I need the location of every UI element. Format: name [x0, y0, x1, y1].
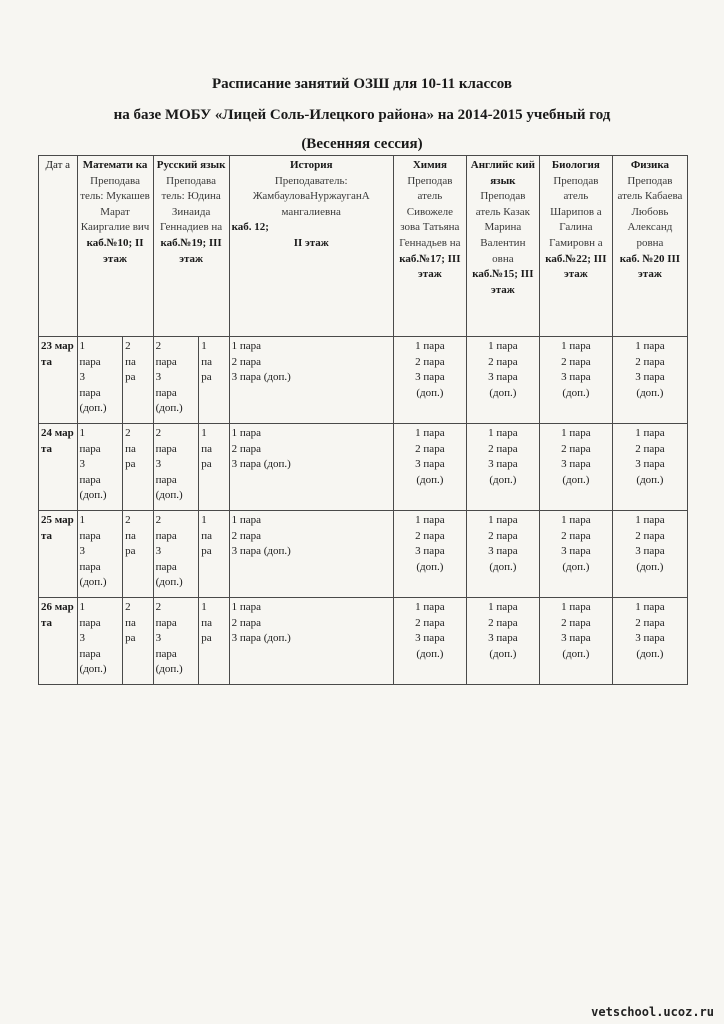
math-cell-b [123, 511, 153, 598]
cell-text: 1 пара 2 пара 3 пара (доп.) [231, 601, 291, 645]
chemistry-cell [393, 598, 466, 685]
russian-cell-a [153, 424, 199, 511]
math-cell-a [77, 424, 123, 511]
biology-cell [539, 598, 612, 685]
cell-text: 1 пара 2 пара 3 пара (доп.) [415, 340, 445, 399]
english-cell [466, 598, 539, 685]
header-english [466, 156, 539, 337]
date-cell: 25 мар та [39, 511, 78, 598]
cell-text: 1 пара 3 пара (доп.) [79, 427, 107, 502]
cell-text: 1 пара 2 пара 3 пара (доп.) [231, 514, 291, 558]
cell-text: 2 па ра [125, 514, 136, 558]
cell-text: 2 па ра [125, 427, 136, 471]
subject-name: Физика [630, 159, 670, 171]
history-cell [229, 511, 393, 598]
room-info: каб. №20 III этаж [619, 252, 681, 281]
russian-cell-b [199, 424, 229, 511]
schedule-table [38, 155, 688, 685]
english-cell [466, 511, 539, 598]
cell-text: 1 пара 2 пара 3 пара (доп.) [635, 340, 665, 399]
russian-cell-a [153, 598, 199, 685]
chemistry-cell [393, 424, 466, 511]
teacher-name: Преподав атель Шарипов а Галина Гамировн а [549, 174, 603, 250]
russian-cell-a [153, 511, 199, 598]
subject-name: Английс кий язык [470, 159, 535, 187]
physics-cell [612, 337, 687, 424]
cell-text: 2 пара 3 пара (доп.) [155, 601, 183, 676]
physics-cell [612, 598, 687, 685]
biology-cell [539, 511, 612, 598]
english-cell [466, 337, 539, 424]
cell-text: 1 па ра [201, 340, 212, 384]
biology-cell [539, 424, 612, 511]
cell-text: 1 пара 2 пара 3 пара (доп.) [231, 427, 291, 471]
table-row [39, 337, 688, 424]
cell-text: 1 пара 2 пара 3 пара (доп.) [561, 427, 591, 486]
math-cell-b [123, 424, 153, 511]
floor-info: II этаж [293, 237, 329, 250]
room-info: каб.№17; III этаж [399, 252, 461, 281]
cell-text: 1 пара 2 пара 3 пара (доп.) [488, 340, 518, 399]
russian-cell-b [199, 598, 229, 685]
cell-text: 1 пара 2 пара 3 пара (доп.) [415, 514, 445, 573]
russian-cell-b [199, 511, 229, 598]
cell-text: 1 пара 2 пара 3 пара (доп.) [635, 601, 665, 660]
header-physics [612, 156, 687, 337]
teacher-name: Преподава тель: Мукашев Марат Каиргалие вич [80, 174, 150, 234]
math-cell-a [77, 511, 123, 598]
footer-watermark: vetschool.ucoz.ru [591, 1005, 714, 1019]
cell-text: 2 па ра [125, 340, 136, 384]
subject-name: Биология [551, 159, 600, 171]
teacher-name: Преподава тель: Юдина Зинаида Геннадиев на [160, 174, 223, 234]
cell-text: 1 пара 2 пара 3 пара (доп.) [635, 427, 665, 486]
cell-text: 1 пара 2 пара 3 пара (доп.) [415, 427, 445, 486]
math-cell-a [77, 598, 123, 685]
subject-name: Химия [412, 159, 447, 171]
cell-text: 1 па ра [201, 427, 212, 471]
subject-name: История [289, 159, 333, 171]
cell-text: 1 пара 3 пара (доп.) [79, 340, 107, 415]
cell-text: 1 пара 2 пара 3 пара (доп.) [561, 601, 591, 660]
room-info: каб.№19; III этаж [160, 237, 222, 265]
math-cell-b [123, 337, 153, 424]
teacher-name: Преподав атель Сивожеле зова Татьяна Геннадьев на [399, 174, 461, 250]
physics-cell [612, 424, 687, 511]
header-russian [153, 156, 229, 337]
history-cell [229, 337, 393, 424]
title-line-1: Расписание занятий ОЗШ для 10-11 классов [211, 76, 513, 92]
cell-text: 1 пара 2 пара 3 пара (доп.) [488, 514, 518, 573]
document-title [0, 72, 724, 158]
header-history [229, 156, 393, 337]
subject-name: Математи ка [82, 159, 148, 171]
cell-text: 2 пара 3 пара (доп.) [155, 514, 183, 589]
cell-text: 1 па ра [201, 514, 212, 558]
russian-cell-b [199, 337, 229, 424]
cell-text: 2 па ра [125, 601, 136, 645]
title-line-3: (Весенняя сессия) [301, 136, 423, 152]
math-cell-b [123, 598, 153, 685]
cell-text: 1 пара 2 пара 3 пара (доп.) [231, 340, 291, 384]
date-cell: 26 мар та [39, 598, 78, 685]
cell-text: 2 пара 3 пара (доп.) [155, 340, 183, 415]
teacher-name: Преподав атель Казак Марина Валентин овна [475, 190, 530, 265]
cell-text: 1 пара 2 пара 3 пара (доп.) [561, 514, 591, 573]
header-biology [539, 156, 612, 337]
cell-text: 1 пара 2 пара 3 пара (доп.) [488, 427, 518, 486]
header-chemistry [393, 156, 466, 337]
date-cell: 24 мар та [39, 424, 78, 511]
cell-text: 1 пара 2 пара 3 пара (доп.) [561, 340, 591, 399]
cell-text: 1 пара 2 пара 3 пара (доп.) [415, 601, 445, 660]
room-info: каб. 12; [231, 221, 269, 234]
header-row [39, 156, 688, 337]
history-cell [229, 424, 393, 511]
cell-text: 1 па ра [201, 601, 212, 645]
subject-name: Русский язык [156, 159, 226, 171]
date-cell: 23 мар та [39, 337, 78, 424]
table-row [39, 598, 688, 685]
table-row [39, 511, 688, 598]
math-cell-a [77, 337, 123, 424]
teacher-name: Преподав атель Кабаева Любовь Александ ровна [617, 174, 683, 250]
cell-text: 2 пара 3 пара (доп.) [155, 427, 183, 502]
chemistry-cell [393, 337, 466, 424]
table-row [39, 424, 688, 511]
physics-cell [612, 511, 687, 598]
header-date: Дат а [39, 156, 78, 337]
cell-text: 1 пара 3 пара (доп.) [79, 601, 107, 676]
history-cell [229, 598, 393, 685]
russian-cell-a [153, 337, 199, 424]
title-line-2: на базе МОБУ «Лицей Соль-Илецкого района» на 2014-2015 учебный год [113, 106, 611, 123]
cell-text: 1 пара 2 пара 3 пара (доп.) [635, 514, 665, 573]
room-info: каб.№22; III этаж [545, 252, 607, 281]
header-math [77, 156, 153, 337]
cell-text: 1 пара 3 пара (доп.) [79, 514, 107, 589]
teacher-name: Преподаватель: ЖамбауловаНуржауганА мангалиевна [252, 174, 370, 218]
room-info: каб.№15; III этаж [472, 268, 534, 296]
cell-text: 1 пара 2 пара 3 пара (доп.) [488, 601, 518, 660]
room-info: каб.№10; II этаж [86, 237, 144, 265]
english-cell [466, 424, 539, 511]
chemistry-cell [393, 511, 466, 598]
biology-cell [539, 337, 612, 424]
